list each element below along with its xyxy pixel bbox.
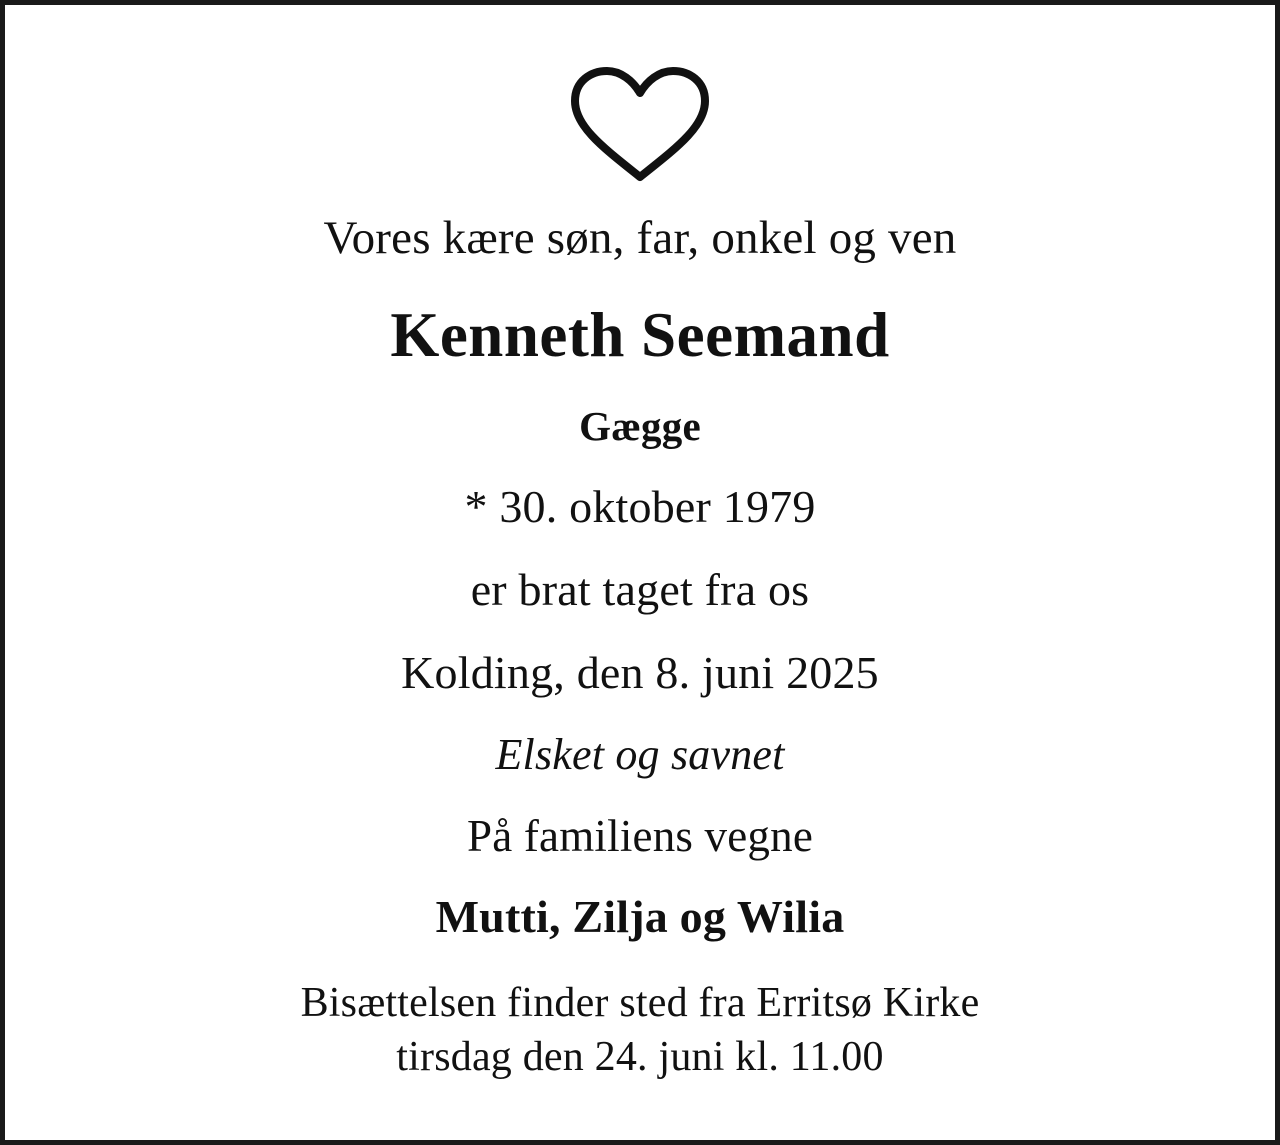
place-and-date-of-death: Kolding, den 8. juni 2025 xyxy=(401,647,879,698)
nickname: Gægge xyxy=(579,403,701,449)
deceased-name: Kenneth Seemand xyxy=(390,300,890,370)
intro-text: Vores kære søn, far, onkel og ven xyxy=(323,212,957,264)
funeral-line-2: tirsdag den 24. juni kl. 11.00 xyxy=(396,1033,884,1080)
funeral-line-1: Bisættelsen finder sted fra Erritsø Kirke xyxy=(300,980,980,1026)
funeral-details xyxy=(65,977,1215,1085)
loved-and-missed: Elsket og savnet xyxy=(495,730,785,779)
on-behalf-of-family: På familiens vegne xyxy=(467,811,813,861)
family-names: Mutti, Zilja og Wilia xyxy=(435,891,845,942)
heart-icon xyxy=(565,65,715,183)
birth-date: * 30. oktober 1979 xyxy=(464,481,816,532)
passing-phrase: er brat taget fra os xyxy=(470,564,810,615)
